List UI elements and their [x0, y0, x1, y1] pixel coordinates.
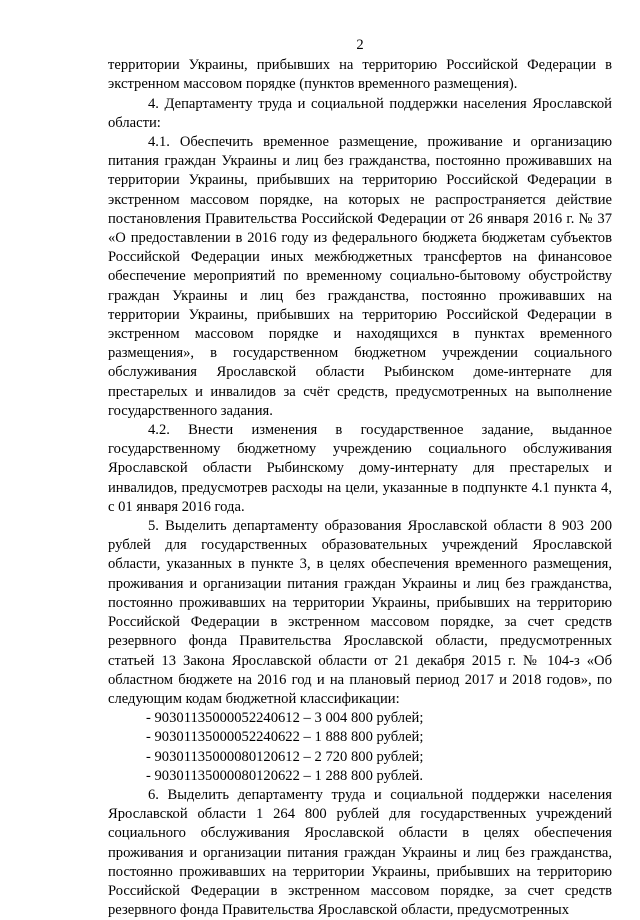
budget-code-item: - 90301135000052240612 – 3 004 800 рублей;: [146, 710, 424, 727]
budget-code-item: - 90301135000080120622 – 1 288 800 рублей.: [146, 767, 424, 784]
paragraph-item-4: 4. Департаменту труда и социальной поддержки населения Ярославской области:: [108, 95, 612, 131]
document-page: [108, 36, 612, 920]
paragraph-item-6: 6. Выделить департаменту труда и социальной поддержки населения Ярославской области 1 264 800 рублей для государственных учреждений социального обслуживания Ярославской области в целях обеспечения проживания и организации питания граждан Украины и лиц без гражданства, постоянно проживавших на территории Украины, прибывших на территорию Российской Федерации в экстренном массовом порядке, за счет средств резервного фонда Правительства Ярославской области, предусмотренных: [108, 786, 612, 919]
paragraph-item-4-1: 4.1. Обеспечить временное размещение, проживание и организацию питания граждан Украины и лиц без гражданства, постоянно проживавших на территории Украины, прибывших на территорию Российской Федерации в экстренном массовом порядке, на которых не распространяется действие постановления Правительства Российской Федерации от 26 января 2016 г. № 37 «О предоставлении в 2016 году из федерального бюджета бюджетам субъектов Российской Федерации иных межбюджетных трансфертов на финансовое обеспечение мероприятий по временному социально-бытовому обустройству граждан Украины и лиц без гражданства, постоянно проживавших на территории Украины, прибывших на территорию Российской Федерации в экстренном массовом порядке и находящихся в пунктах временного размещения», в государственном бюджетном учреждении социального обслуживания Ярославской области Рыбинском доме-интернате для престарелых и инвалидов за счёт средств, предусмотренных на выполнение государственного задания.: [108, 134, 612, 419]
budget-code-list: [108, 709, 612, 786]
budget-code-item: - 90301135000052240622 – 1 888 800 рублей;: [146, 729, 424, 746]
paragraph-item-5: 5. Выделить департаменту образования Ярославской области 8 903 200 рублей для государственных образовательных учреждений Ярославской области, указанных в пункте 3, в целях обеспечения временного размещения, проживания и организации питания граждан Украины и лиц без гражданства, постоянно проживавших на территории Украины, прибывших на территорию Российской Федерации в экстренном массовом порядке, за счет средств резервного фонда Правительства Ярославской области, предусмотренных статьей 13 Закона Ярославской области от 21 декабря 2015 г. № 104-з «Об областном бюджете на 2016 год и на плановый период 2017 и 2018 годов», по следующим кодам бюджетной классификации:: [108, 518, 612, 707]
page-number: 2: [356, 37, 364, 53]
paragraph-item-4-2: 4.2. Внести изменения в государственное задание, выданное государственному бюджетному учреждению социального обслуживания Ярославской области Рыбинскому дому-интернату для престарелых и инвалидов, предусмотрев расходы на цели, указанные в подпункте 4.1 пункта 4, с 01 января 2016 года.: [108, 422, 612, 515]
paragraph-continuation: территории Украины, прибывших на территорию Российской Федерации в экстренном массовом порядке (пунктов временного размещения).: [108, 57, 612, 93]
budget-code-item: - 90301135000080120612 – 2 720 800 рублей;: [146, 748, 424, 765]
